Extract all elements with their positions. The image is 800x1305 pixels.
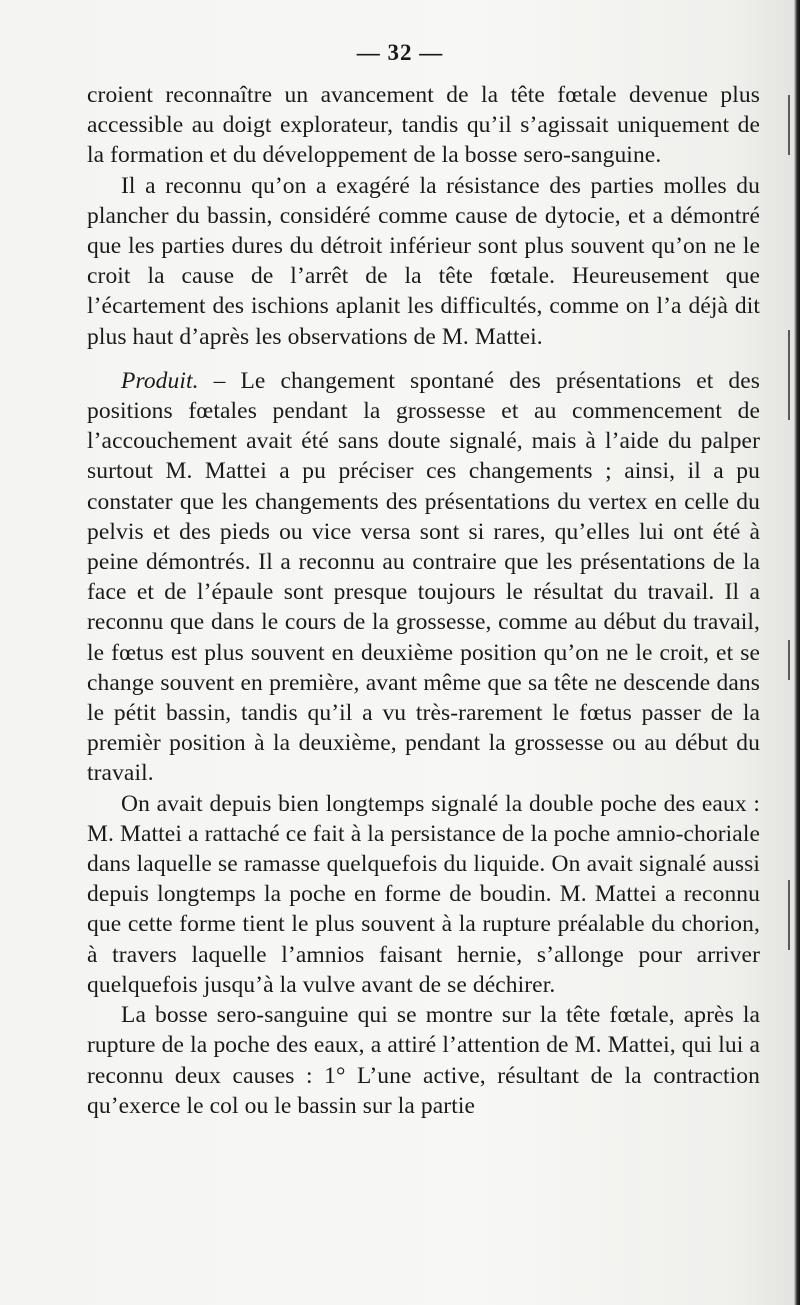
page-edge-shadow [788,95,790,155]
section-heading-produit: Produit. [121,367,199,394]
paragraph-produit-text: – Le changement spontané des présentations et des positions fœtales pendant la grossesse et au commencement de l’accouchement avait été sans doute signalé, mais à l’aide du palper surtout M. Mattei a pu préciser ces changements ; ainsi, il a pu constater que les changements des présentations du vertex en celle du pelvis et des pieds ou vice versa sont si rares, qu’elles lui ont été à peine démontrés. Il a reconnu au contraire que les présentations de la face et de l’épaule sont presque toujours le résultat du travail. Il a reconnu que dans le cours de la grossesse, comme au début du travail, le fœtus est plus souvent en deuxième position qu’on ne le croit, et se change souvent en première, avant même que sa tête ne descende dans le pétit bassin, tandis qu’il a vu très-rarement le fœtus passer de la premièr position à la deuxième, pendant la grossesse ou au début du travail. [87,367,760,787]
body-text [87,80,760,1121]
paragraph-double-poche: On avait depuis bien longtemps signalé la double poche des eaux : M. Mattei a rattaché ce fait à la persistance de la poche amnio-choriale dans laquelle se ramasse quelquefois du liquide. On avait signalé aussi depuis longtemps la poche en forme de boudin. M. Mattei a reconnu que cette forme tient le plus souvent à la rupture préalable du chorion, à travers laquelle l’amnios faisant hernie, s’allonge pour arriver quelquefois jusqu’à la vulve avant de se déchirer. [87,790,760,998]
paragraph-produit [87,366,760,789]
page-number: — 32 — [356,40,444,65]
book-binding-edge [794,0,800,1305]
paragraph-resistance: Il a reconnu qu’on a exagéré la résistance des parties molles du plancher du bassin, considéré comme cause de dytocie, et a démontré que les parties dures du détroit inférieur sont plus souvent qu’on ne le croit la cause de l’arrêt de la tête fœtale. Heureusement que l’écartement des ischions aplanit les difficultés, comme on l’a déjà dit plus haut d’après les observations de M. Mattei. [87,172,760,350]
paragraph-bosse: La bosse sero-sanguine qui se montre sur la tête fœtale, après la rupture de la poche des eaux, a attiré l’attention de M. Mattei, qui lui a reconnu deux causes : 1° L’une active, résultant de la contraction qu’exerce le col ou le bassin sur la partie [87,1002,760,1119]
paragraph-continuation: croient reconnaître un avancement de la tête fœtale devenue plus accessible au doigt explorateur, tandis qu’il s’agissait uniquement de la formation et du développement de la bosse sero-sanguine. [87,82,760,169]
page-edge-shadow [788,640,790,680]
page-edge-shadow [788,880,790,950]
page-edge-shadow [788,330,790,420]
